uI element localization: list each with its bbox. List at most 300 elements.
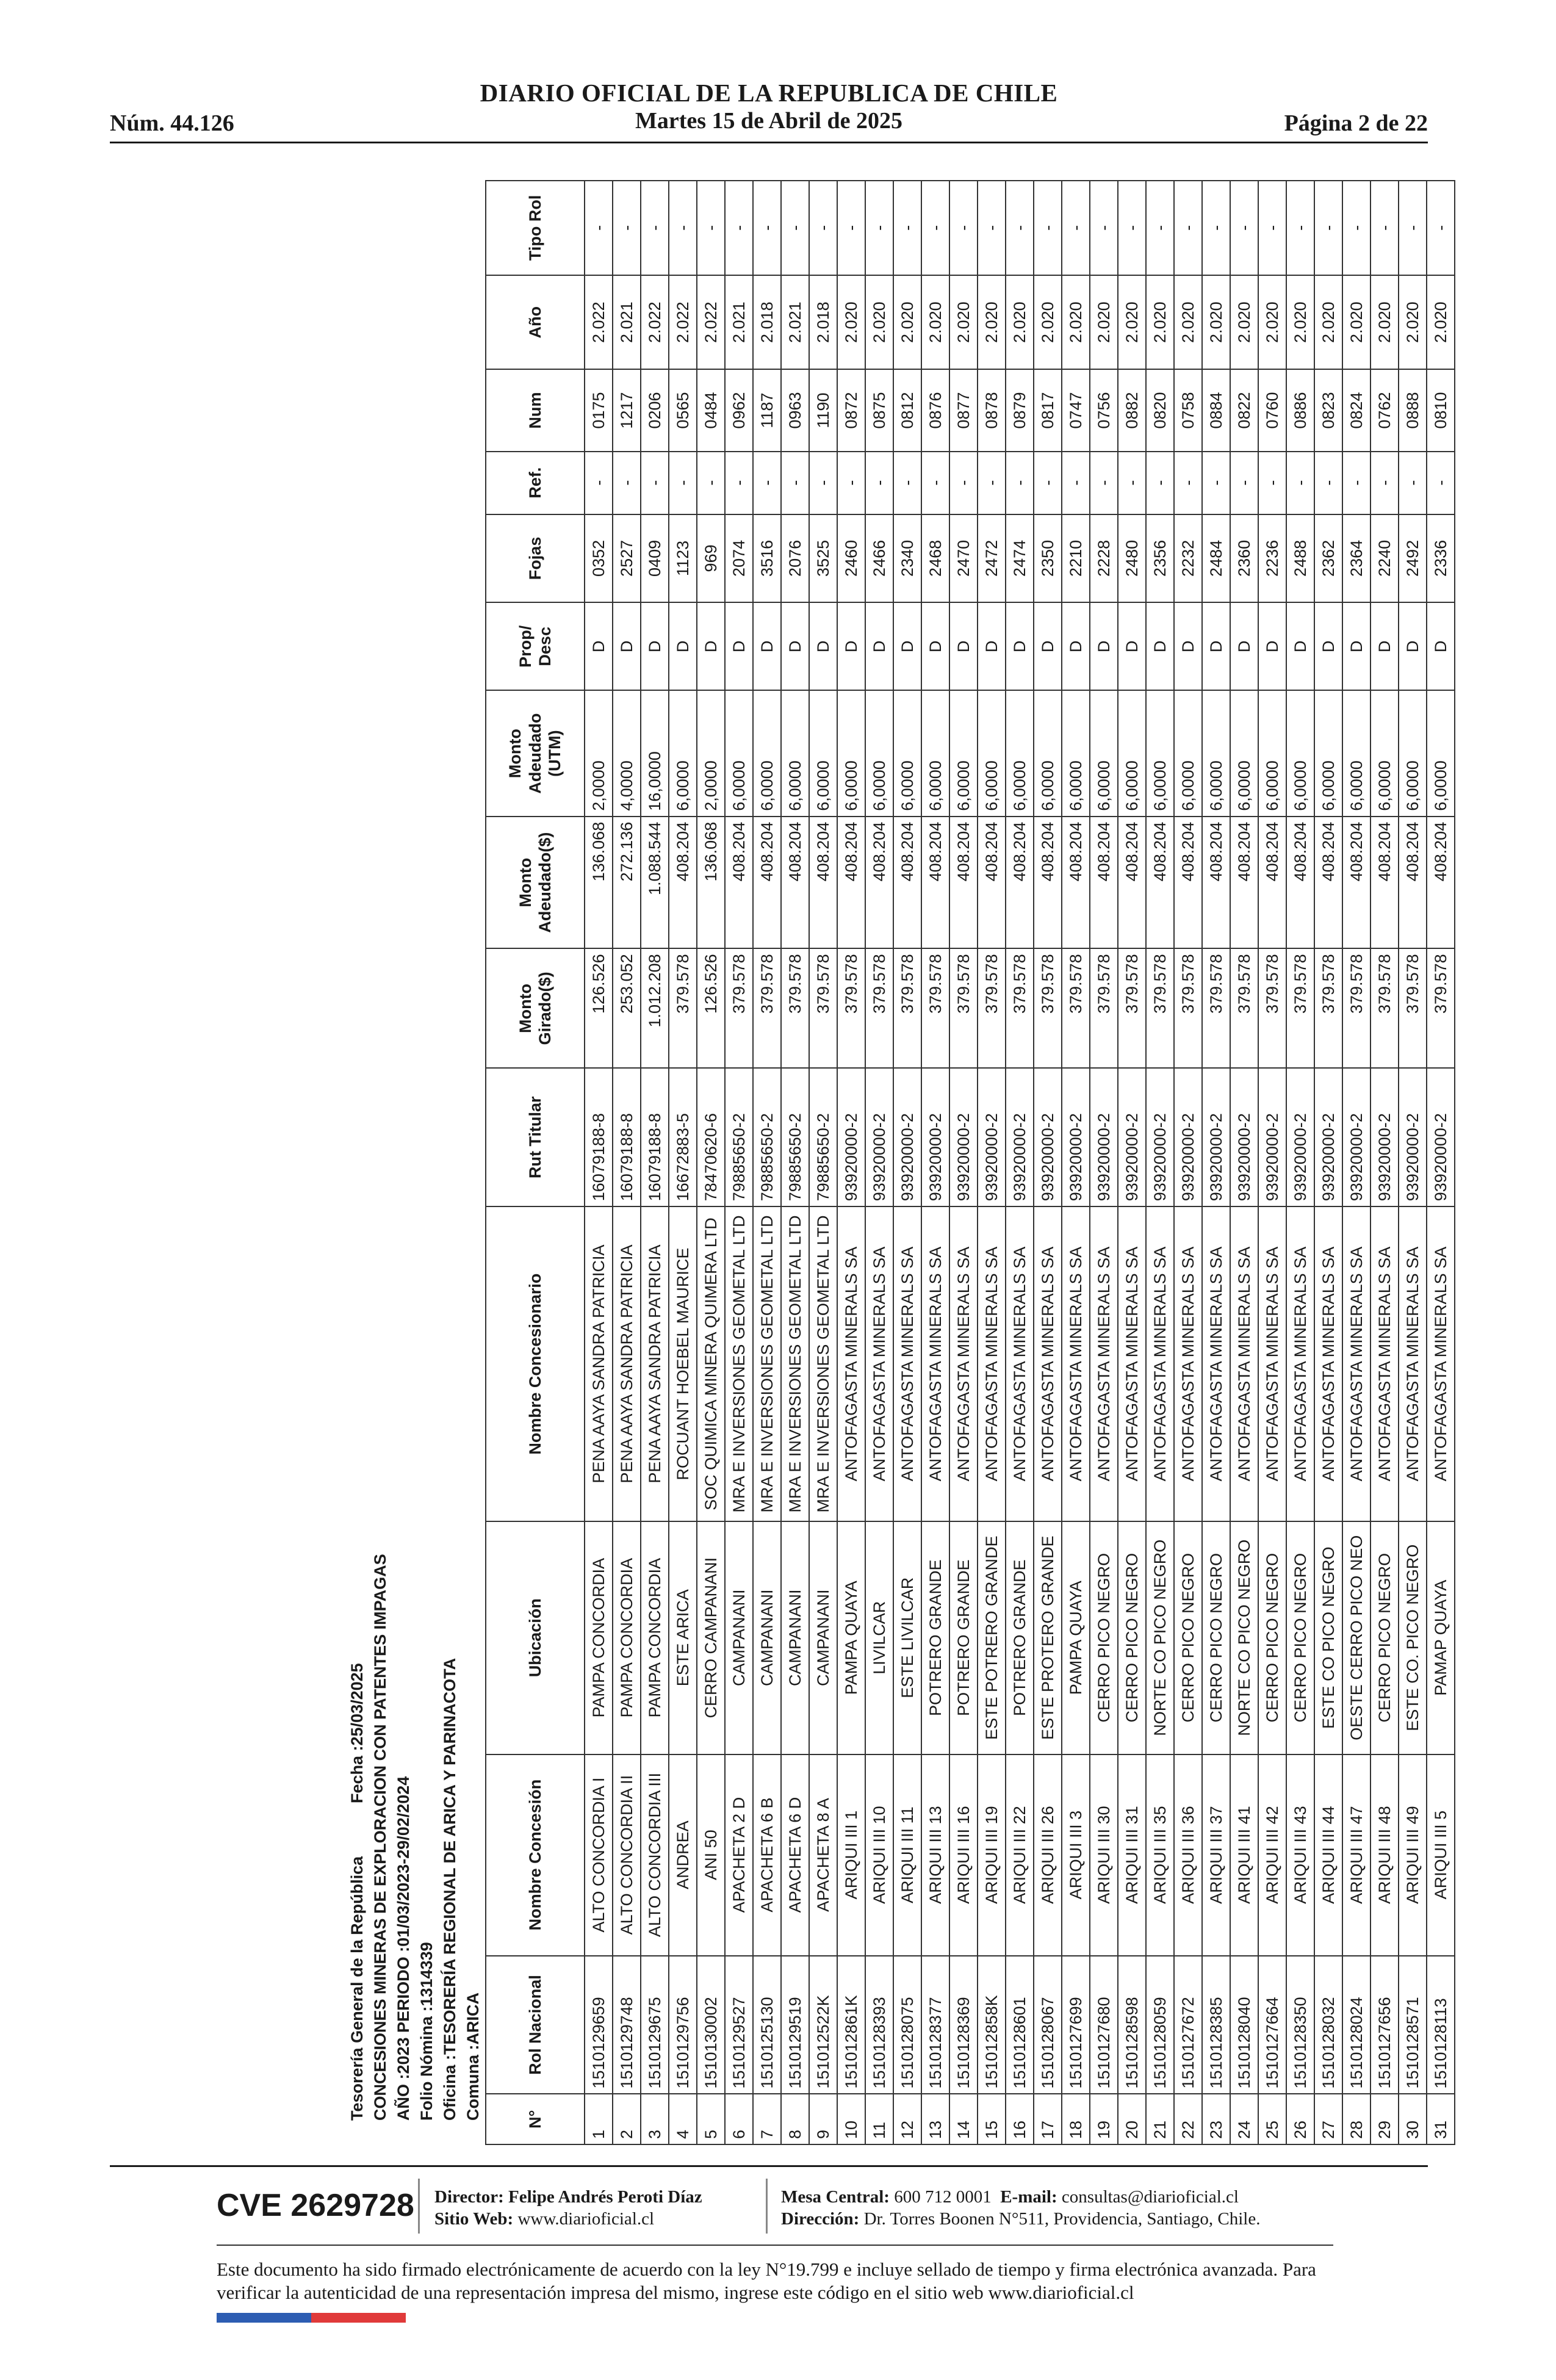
col-monto-adeudado-cell: 136.068 bbox=[585, 817, 613, 949]
col-num-cell: 0879 bbox=[1006, 370, 1034, 452]
col-monto-adeudado-cell: 408.204 bbox=[949, 817, 978, 949]
col-num-cell: 0876 bbox=[921, 370, 949, 452]
col-rol-nacional-cell: 1510128601 bbox=[1006, 1956, 1034, 2094]
col-anio-cell: 2.020 bbox=[1342, 275, 1371, 370]
meta-oficina: Oficina :TESORERÍA REGIONAL DE ARICA Y PARINACOTA bbox=[441, 1657, 459, 2121]
col-monto-girado-cell: 379.578 bbox=[669, 948, 697, 1068]
col-nombre-concesionario-cell: MRA E INVERSIONES GEOMETAL LTD bbox=[725, 1206, 753, 1521]
col-rol-nacional-cell: 1510128040 bbox=[1230, 1956, 1258, 2094]
col-num-cell: 0824 bbox=[1342, 370, 1371, 452]
col-fojas-cell: 0409 bbox=[641, 514, 669, 602]
col-monto-adeudado-cell: 408.204 bbox=[1006, 817, 1034, 949]
col-monto-adeudado-cell: 408.204 bbox=[978, 817, 1006, 949]
col-ref-cell: - bbox=[1342, 452, 1371, 514]
col-ref-cell: - bbox=[1314, 452, 1342, 514]
col-nombre-concesion-cell: ANDREA bbox=[669, 1754, 697, 1956]
col-rut-titular-cell: 93920000-2 bbox=[1371, 1068, 1399, 1206]
col-nombre-concesion-cell: APACHETA 2 D bbox=[725, 1754, 753, 1956]
col-nombre-concesion-cell: ARIQUI III 13 bbox=[921, 1754, 949, 1956]
col-ubicacion-cell: ESTE CO PICO NEGRO bbox=[1314, 1521, 1342, 1754]
col-monto-adeudado-cell: 136.068 bbox=[697, 817, 725, 949]
column-header-ubicacion: Ubicación bbox=[486, 1521, 585, 1754]
col-rol-nacional-cell: 1510128598 bbox=[1118, 1956, 1146, 2094]
col-numero-cell: 29 bbox=[1371, 2094, 1399, 2145]
meta-folio: Folio Nómina :1314339 bbox=[417, 1942, 436, 2121]
col-anio-cell: 2.020 bbox=[921, 275, 949, 370]
col-monto-adeudado-utm-cell: 6,0000 bbox=[1062, 691, 1090, 817]
col-ubicacion-cell: PAMPA QUAYA bbox=[1062, 1521, 1090, 1754]
col-monto-girado-cell: 379.578 bbox=[809, 948, 837, 1068]
page-header bbox=[110, 78, 1428, 143]
col-anio-cell: 2.021 bbox=[725, 275, 753, 370]
col-prop-desc-cell: D bbox=[1371, 602, 1399, 690]
table-row bbox=[893, 181, 921, 2144]
col-tipo-rol-cell: - bbox=[641, 181, 669, 275]
col-anio-cell: 2.020 bbox=[1034, 275, 1062, 370]
col-rut-titular-cell: 16079188-8 bbox=[585, 1068, 613, 1206]
col-monto-girado-cell: 1.012.208 bbox=[641, 948, 669, 1068]
col-prop-desc-cell: D bbox=[753, 602, 781, 690]
col-rut-titular-cell: 93920000-2 bbox=[1286, 1068, 1314, 1206]
footer-divider-thin bbox=[217, 2245, 1333, 2246]
col-anio-cell: 2.020 bbox=[1427, 275, 1455, 370]
col-tipo-rol-cell: - bbox=[697, 181, 725, 275]
table-row bbox=[1342, 181, 1371, 2144]
col-tipo-rol-cell: - bbox=[725, 181, 753, 275]
col-fojas-cell: 2527 bbox=[613, 514, 641, 602]
col-rol-nacional-cell: 1510128113 bbox=[1427, 1956, 1455, 2094]
col-ubicacion-cell: ESTE ARICA bbox=[669, 1521, 697, 1754]
col-prop-desc-cell: D bbox=[1090, 602, 1118, 690]
col-rut-titular-cell: 93920000-2 bbox=[1314, 1068, 1342, 1206]
concessions-table bbox=[485, 180, 1455, 2145]
col-anio-cell: 2.020 bbox=[893, 275, 921, 370]
col-rol-nacional-cell: 1510127664 bbox=[1258, 1956, 1286, 2094]
col-anio-cell: 2.021 bbox=[613, 275, 641, 370]
col-ref-cell: - bbox=[585, 452, 613, 514]
col-num-cell: 0882 bbox=[1118, 370, 1146, 452]
col-monto-adeudado-utm-cell: 6,0000 bbox=[1427, 691, 1455, 817]
col-prop-desc-cell: D bbox=[585, 602, 613, 690]
col-rut-titular-cell: 93920000-2 bbox=[1118, 1068, 1146, 1206]
table-row bbox=[753, 181, 781, 2144]
col-monto-girado-cell: 379.578 bbox=[1371, 948, 1399, 1068]
col-monto-girado-cell: 379.578 bbox=[949, 948, 978, 1068]
col-fojas-cell: 3525 bbox=[809, 514, 837, 602]
column-header-nombre-concesionario: Nombre Concesionario bbox=[486, 1206, 585, 1521]
col-rol-nacional-cell: 1510128385 bbox=[1202, 1956, 1230, 2094]
col-tipo-rol-cell: - bbox=[669, 181, 697, 275]
col-prop-desc-cell: D bbox=[1118, 602, 1146, 690]
col-fojas-cell: 2472 bbox=[978, 514, 1006, 602]
col-fojas-cell: 2340 bbox=[893, 514, 921, 602]
col-rut-titular-cell: 16672883-5 bbox=[669, 1068, 697, 1206]
col-nombre-concesionario-cell: ANTOFAGASTA MINERALS SA bbox=[921, 1206, 949, 1521]
col-monto-adeudado-utm-cell: 6,0000 bbox=[669, 691, 697, 817]
col-monto-adeudado-cell: 408.204 bbox=[809, 817, 837, 949]
col-ubicacion-cell: CAMPANANI bbox=[725, 1521, 753, 1754]
column-header-ref: Ref. bbox=[486, 452, 585, 514]
sitio-link[interactable]: www.diarioficial.cl bbox=[517, 2209, 655, 2229]
col-monto-adeudado-cell: 408.204 bbox=[725, 817, 753, 949]
col-monto-adeudado-cell: 408.204 bbox=[1258, 817, 1286, 949]
col-nombre-concesionario-cell: ANTOFAGASTA MINERALS SA bbox=[837, 1206, 865, 1521]
col-anio-cell: 2.018 bbox=[753, 275, 781, 370]
col-num-cell: 0877 bbox=[949, 370, 978, 452]
col-nombre-concesion-cell: ANI 50 bbox=[697, 1754, 725, 1956]
col-rol-nacional-cell: 1510128377 bbox=[921, 1956, 949, 2094]
table-row bbox=[809, 181, 837, 2144]
col-monto-adeudado-utm-cell: 4,0000 bbox=[613, 691, 641, 817]
col-monto-adeudado-utm-cell: 6,0000 bbox=[725, 691, 753, 817]
col-numero-cell: 21 bbox=[1146, 2094, 1174, 2145]
col-numero-cell: 17 bbox=[1034, 2094, 1062, 2145]
col-nombre-concesionario-cell: ANTOFAGASTA MINERALS SA bbox=[978, 1206, 1006, 1521]
col-monto-adeudado-utm-cell: 6,0000 bbox=[949, 691, 978, 817]
col-monto-adeudado-utm-cell: 6,0000 bbox=[1314, 691, 1342, 817]
col-prop-desc-cell: D bbox=[1174, 602, 1202, 690]
col-num-cell: 0812 bbox=[893, 370, 921, 452]
col-nombre-concesion-cell: ARIQUI III 5 bbox=[1427, 1754, 1455, 1956]
col-ref-cell: - bbox=[978, 452, 1006, 514]
col-num-cell: 0888 bbox=[1399, 370, 1427, 452]
col-fojas-cell: 2480 bbox=[1118, 514, 1146, 602]
col-rut-titular-cell: 93920000-2 bbox=[949, 1068, 978, 1206]
col-nombre-concesion-cell: ARIQUI III 1 bbox=[837, 1754, 865, 1956]
flag-blue-segment bbox=[217, 2313, 311, 2323]
col-numero-cell: 20 bbox=[1118, 2094, 1146, 2145]
col-rol-nacional-cell: 1510128393 bbox=[865, 1956, 893, 2094]
col-monto-girado-cell: 379.578 bbox=[921, 948, 949, 1068]
col-tipo-rol-cell: - bbox=[1371, 181, 1399, 275]
col-tipo-rol-cell: - bbox=[1258, 181, 1286, 275]
col-rol-nacional-cell: 1510130002 bbox=[697, 1956, 725, 2094]
col-nombre-concesion-cell: ARIQUI III 16 bbox=[949, 1754, 978, 1956]
col-tipo-rol-cell: - bbox=[837, 181, 865, 275]
col-ubicacion-cell: POTRERO GRANDE bbox=[1006, 1521, 1034, 1754]
col-ubicacion-cell: OESTE CERRO PICO NEO bbox=[1342, 1521, 1371, 1754]
col-nombre-concesionario-cell: MRA E INVERSIONES GEOMETAL LTD bbox=[781, 1206, 809, 1521]
col-monto-adeudado-utm-cell: 6,0000 bbox=[865, 691, 893, 817]
col-rol-nacional-cell: 1510127656 bbox=[1371, 1956, 1399, 2094]
col-anio-cell: 2.022 bbox=[641, 275, 669, 370]
col-ref-cell: - bbox=[1371, 452, 1399, 514]
col-prop-desc-cell: D bbox=[641, 602, 669, 690]
col-nombre-concesionario-cell: ANTOFAGASTA MINERALS SA bbox=[1230, 1206, 1258, 1521]
col-ubicacion-cell: ESTE LIVILCAR bbox=[893, 1521, 921, 1754]
footer-separator bbox=[766, 2179, 768, 2234]
col-fojas-cell: 2364 bbox=[1342, 514, 1371, 602]
col-anio-cell: 2.020 bbox=[1090, 275, 1118, 370]
column-header-nombre-concesion: Nombre Concesión bbox=[486, 1754, 585, 1956]
table-row bbox=[1230, 181, 1258, 2144]
rotated-table-area bbox=[214, 180, 1450, 2145]
col-nombre-concesionario-cell: PENA AAYA SANDRA PATRICIA bbox=[613, 1206, 641, 1521]
column-header-monto-adeudado-utm: Monto Adeudado (UTM) bbox=[486, 691, 585, 817]
col-nombre-concesion-cell: ARIQUI III 35 bbox=[1146, 1754, 1174, 1956]
meta-anio-periodo: AÑO :2023 PERIODO :01/03/2023-29/02/2024 bbox=[394, 1776, 412, 2121]
col-monto-girado-cell: 379.578 bbox=[1118, 948, 1146, 1068]
email-link[interactable]: consultas@diarioficial.cl bbox=[1061, 2187, 1239, 2207]
direccion-value: Dr. Torres Boonen N°511, Providencia, Santiago, Chile. bbox=[863, 2209, 1261, 2229]
col-prop-desc-cell: D bbox=[1202, 602, 1230, 690]
table-header-row bbox=[486, 181, 585, 2144]
table-row bbox=[1090, 181, 1118, 2144]
col-numero-cell: 22 bbox=[1174, 2094, 1202, 2145]
col-nombre-concesionario-cell: ANTOFAGASTA MINERALS SA bbox=[1090, 1206, 1118, 1521]
table-row bbox=[1006, 181, 1034, 2144]
col-num-cell: 1187 bbox=[753, 370, 781, 452]
col-monto-girado-cell: 379.578 bbox=[1202, 948, 1230, 1068]
col-monto-adeudado-cell: 408.204 bbox=[837, 817, 865, 949]
col-rut-titular-cell: 93920000-2 bbox=[1258, 1068, 1286, 1206]
col-monto-adeudado-cell: 408.204 bbox=[1146, 817, 1174, 949]
col-nombre-concesion-cell: ARIQUI III 3 bbox=[1062, 1754, 1090, 1956]
col-num-cell: 0886 bbox=[1286, 370, 1314, 452]
col-ref-cell: - bbox=[949, 452, 978, 514]
col-ubicacion-cell: CERRO PICO NEGRO bbox=[1090, 1521, 1118, 1754]
col-nombre-concesionario-cell: ANTOFAGASTA MINERALS SA bbox=[865, 1206, 893, 1521]
col-rut-titular-cell: 93920000-2 bbox=[921, 1068, 949, 1206]
col-numero-cell: 9 bbox=[809, 2094, 837, 2145]
col-rut-titular-cell: 93920000-2 bbox=[893, 1068, 921, 1206]
col-fojas-cell: 2362 bbox=[1314, 514, 1342, 602]
col-ubicacion-cell: CAMPANANI bbox=[753, 1521, 781, 1754]
col-monto-girado-cell: 379.578 bbox=[1090, 948, 1118, 1068]
col-nombre-concesion-cell: ARIQUI III 49 bbox=[1399, 1754, 1427, 1956]
table-row bbox=[1118, 181, 1146, 2144]
rotated-content bbox=[214, 180, 1450, 2145]
col-fojas-cell: 2488 bbox=[1286, 514, 1314, 602]
col-tipo-rol-cell: - bbox=[1399, 181, 1427, 275]
col-numero-cell: 7 bbox=[753, 2094, 781, 2145]
col-nombre-concesion-cell: ARIQUI III 41 bbox=[1230, 1754, 1258, 1956]
table-row bbox=[1427, 181, 1455, 2144]
col-numero-cell: 5 bbox=[697, 2094, 725, 2145]
col-fojas-cell: 969 bbox=[697, 514, 725, 602]
col-monto-girado-cell: 379.578 bbox=[1399, 948, 1427, 1068]
col-tipo-rol-cell: - bbox=[1286, 181, 1314, 275]
director-label: Director: bbox=[434, 2187, 504, 2207]
col-monto-girado-cell: 379.578 bbox=[1258, 948, 1286, 1068]
col-rol-nacional-cell: 1510127672 bbox=[1174, 1956, 1202, 2094]
col-monto-girado-cell: 253.052 bbox=[613, 948, 641, 1068]
col-ubicacion-cell: CERRO PICO NEGRO bbox=[1202, 1521, 1230, 1754]
col-monto-adeudado-utm-cell: 6,0000 bbox=[1146, 691, 1174, 817]
col-tipo-rol-cell: - bbox=[1230, 181, 1258, 275]
table-row bbox=[669, 181, 697, 2144]
col-ubicacion-cell: ESTE POTRERO GRANDE bbox=[978, 1521, 1006, 1754]
col-monto-girado-cell: 379.578 bbox=[1146, 948, 1174, 1068]
col-prop-desc-cell: D bbox=[1230, 602, 1258, 690]
col-prop-desc-cell: D bbox=[921, 602, 949, 690]
col-monto-adeudado-utm-cell: 6,0000 bbox=[1118, 691, 1146, 817]
col-nombre-concesion-cell: APACHETA 6 D bbox=[781, 1754, 809, 1956]
col-rol-nacional-cell: 1510128075 bbox=[893, 1956, 921, 2094]
col-numero-cell: 6 bbox=[725, 2094, 753, 2145]
col-numero-cell: 1 bbox=[585, 2094, 613, 2145]
col-num-cell: 0762 bbox=[1371, 370, 1399, 452]
col-nombre-concesionario-cell: ANTOFAGASTA MINERALS SA bbox=[1314, 1206, 1342, 1521]
col-monto-adeudado-cell: 408.204 bbox=[1399, 817, 1427, 949]
col-nombre-concesionario-cell: PENA AAYA SANDRA PATRICIA bbox=[641, 1206, 669, 1521]
col-rut-titular-cell: 93920000-2 bbox=[1006, 1068, 1034, 1206]
col-monto-adeudado-utm-cell: 6,0000 bbox=[1006, 691, 1034, 817]
col-rut-titular-cell: 79885650-2 bbox=[781, 1068, 809, 1206]
col-ref-cell: - bbox=[1146, 452, 1174, 514]
col-fojas-cell: 2470 bbox=[949, 514, 978, 602]
col-fojas-cell: 2228 bbox=[1090, 514, 1118, 602]
col-numero-cell: 23 bbox=[1202, 2094, 1230, 2145]
col-fojas-cell: 2468 bbox=[921, 514, 949, 602]
col-monto-adeudado-utm-cell: 2,0000 bbox=[585, 691, 613, 817]
col-monto-adeudado-utm-cell: 6,0000 bbox=[1399, 691, 1427, 817]
col-ref-cell: - bbox=[1427, 452, 1455, 514]
col-rut-titular-cell: 16079188-8 bbox=[613, 1068, 641, 1206]
col-anio-cell: 2.020 bbox=[1258, 275, 1286, 370]
col-prop-desc-cell: D bbox=[1286, 602, 1314, 690]
col-monto-adeudado-cell: 408.204 bbox=[1371, 817, 1399, 949]
col-monto-adeudado-cell: 408.204 bbox=[1314, 817, 1342, 949]
table-row bbox=[1371, 181, 1399, 2144]
col-ubicacion-cell: CERRO CAMPANANI bbox=[697, 1521, 725, 1754]
col-rol-nacional-cell: 1510128350 bbox=[1286, 1956, 1314, 2094]
col-nombre-concesionario-cell: SOC QUIMICA MINERA QUIMERA LTD bbox=[697, 1206, 725, 1521]
col-monto-adeudado-utm-cell: 6,0000 bbox=[1342, 691, 1371, 817]
col-anio-cell: 2.022 bbox=[697, 275, 725, 370]
col-monto-girado-cell: 379.578 bbox=[1314, 948, 1342, 1068]
col-nombre-concesionario-cell: ANTOFAGASTA MINERALS SA bbox=[893, 1206, 921, 1521]
col-nombre-concesion-cell: ALTO CONCORDIA I bbox=[585, 1754, 613, 1956]
col-num-cell: 0962 bbox=[725, 370, 753, 452]
col-prop-desc-cell: D bbox=[781, 602, 809, 690]
col-ubicacion-cell: PAMAP QUAYA bbox=[1427, 1521, 1455, 1754]
col-nombre-concesion-cell: APACHETA 8 A bbox=[809, 1754, 837, 1956]
col-monto-adeudado-utm-cell: 6,0000 bbox=[1090, 691, 1118, 817]
col-num-cell: 0810 bbox=[1427, 370, 1455, 452]
table-row bbox=[1202, 181, 1230, 2144]
col-tipo-rol-cell: - bbox=[1146, 181, 1174, 275]
col-anio-cell: 2.020 bbox=[1006, 275, 1034, 370]
col-ubicacion-cell: CERRO PICO NEGRO bbox=[1118, 1521, 1146, 1754]
col-monto-adeudado-cell: 408.204 bbox=[1202, 817, 1230, 949]
col-rol-nacional-cell: 151012522K bbox=[809, 1956, 837, 2094]
col-monto-girado-cell: 379.578 bbox=[1286, 948, 1314, 1068]
col-monto-adeudado-cell: 408.204 bbox=[1342, 817, 1371, 949]
col-ubicacion-cell: PAMPA QUAYA bbox=[837, 1521, 865, 1754]
col-ubicacion-cell: CAMPANANI bbox=[809, 1521, 837, 1754]
col-numero-cell: 31 bbox=[1427, 2094, 1455, 2145]
col-numero-cell: 24 bbox=[1230, 2094, 1258, 2145]
col-ubicacion-cell: ESTE PROTERO GRANDE bbox=[1034, 1521, 1062, 1754]
col-nombre-concesionario-cell: PENA AAYA SANDRA PATRICIA bbox=[585, 1206, 613, 1521]
col-monto-girado-cell: 379.578 bbox=[1427, 948, 1455, 1068]
table-row bbox=[865, 181, 893, 2144]
col-numero-cell: 30 bbox=[1399, 2094, 1427, 2145]
col-fojas-cell: 1123 bbox=[669, 514, 697, 602]
col-ubicacion-cell: ESTE CO. PICO NEGRO bbox=[1399, 1521, 1427, 1754]
meta-concesiones: CONCESIONES MINERAS DE EXPLORACION CON PATENTES IMPAGAS bbox=[371, 1554, 389, 2121]
flag-red-segment bbox=[311, 2313, 406, 2323]
col-num-cell: 0823 bbox=[1314, 370, 1342, 452]
col-anio-cell: 2.020 bbox=[1286, 275, 1314, 370]
col-nombre-concesionario-cell: ANTOFAGASTA MINERALS SA bbox=[1006, 1206, 1034, 1521]
col-tipo-rol-cell: - bbox=[978, 181, 1006, 275]
table-row bbox=[781, 181, 809, 2144]
col-rol-nacional-cell: 1510127699 bbox=[1062, 1956, 1090, 2094]
col-monto-girado-cell: 379.578 bbox=[978, 948, 1006, 1068]
col-monto-adeudado-cell: 408.204 bbox=[1427, 817, 1455, 949]
footer-contact bbox=[781, 2186, 1260, 2230]
table-row bbox=[641, 181, 669, 2144]
col-rol-nacional-cell: 1510128059 bbox=[1146, 1956, 1174, 2094]
col-anio-cell: 2.020 bbox=[1314, 275, 1342, 370]
table-row bbox=[1146, 181, 1174, 2144]
col-anio-cell: 2.020 bbox=[1118, 275, 1146, 370]
col-anio-cell: 2.020 bbox=[949, 275, 978, 370]
table-row bbox=[921, 181, 949, 2144]
col-numero-cell: 11 bbox=[865, 2094, 893, 2145]
col-ref-cell: - bbox=[641, 452, 669, 514]
col-fojas-cell: 2232 bbox=[1174, 514, 1202, 602]
col-rut-titular-cell: 93920000-2 bbox=[837, 1068, 865, 1206]
col-tipo-rol-cell: - bbox=[1062, 181, 1090, 275]
flag-bar bbox=[217, 2313, 406, 2323]
col-monto-adeudado-utm-cell: 6,0000 bbox=[1174, 691, 1202, 817]
table-row bbox=[1034, 181, 1062, 2144]
col-monto-adeudado-utm-cell: 6,0000 bbox=[978, 691, 1006, 817]
col-anio-cell: 2.022 bbox=[669, 275, 697, 370]
col-ref-cell: - bbox=[1118, 452, 1146, 514]
col-rol-nacional-cell: 1510128571 bbox=[1399, 1956, 1427, 2094]
col-rut-titular-cell: 79885650-2 bbox=[753, 1068, 781, 1206]
col-anio-cell: 2.020 bbox=[865, 275, 893, 370]
col-nombre-concesionario-cell: ANTOFAGASTA MINERALS SA bbox=[1118, 1206, 1146, 1521]
col-rut-titular-cell: 93920000-2 bbox=[1399, 1068, 1427, 1206]
col-num-cell: 0565 bbox=[669, 370, 697, 452]
col-tipo-rol-cell: - bbox=[809, 181, 837, 275]
footer-separator bbox=[418, 2179, 420, 2234]
col-tipo-rol-cell: - bbox=[1034, 181, 1062, 275]
col-tipo-rol-cell: - bbox=[893, 181, 921, 275]
col-fojas-cell: 2336 bbox=[1427, 514, 1455, 602]
col-prop-desc-cell: D bbox=[1342, 602, 1371, 690]
column-header-numero: N° bbox=[486, 2094, 585, 2145]
col-anio-cell: 2.020 bbox=[1230, 275, 1258, 370]
col-monto-adeudado-cell: 408.204 bbox=[893, 817, 921, 949]
col-rut-titular-cell: 93920000-2 bbox=[1202, 1068, 1230, 1206]
col-ubicacion-cell: LIVILCAR bbox=[865, 1521, 893, 1754]
col-numero-cell: 25 bbox=[1258, 2094, 1286, 2145]
col-num-cell: 0884 bbox=[1202, 370, 1230, 452]
col-fojas-cell: 2356 bbox=[1146, 514, 1174, 602]
column-header-fojas: Fojas bbox=[486, 514, 585, 602]
col-rol-nacional-cell: 1510129527 bbox=[725, 1956, 753, 2094]
col-monto-adeudado-utm-cell: 6,0000 bbox=[837, 691, 865, 817]
col-fojas-cell: 2236 bbox=[1258, 514, 1286, 602]
col-monto-adeudado-cell: 408.204 bbox=[781, 817, 809, 949]
col-monto-adeudado-cell: 408.204 bbox=[669, 817, 697, 949]
col-fojas-cell: 2350 bbox=[1034, 514, 1062, 602]
col-fojas-cell: 2460 bbox=[837, 514, 865, 602]
col-nombre-concesion-cell: ARIQUI III 10 bbox=[865, 1754, 893, 1956]
col-monto-adeudado-utm-cell: 6,0000 bbox=[893, 691, 921, 817]
col-monto-girado-cell: 379.578 bbox=[1342, 948, 1371, 1068]
col-nombre-concesion-cell: ALTO CONCORDIA II bbox=[613, 1754, 641, 1956]
col-ref-cell: - bbox=[725, 452, 753, 514]
table-row bbox=[1286, 181, 1314, 2144]
col-prop-desc-cell: D bbox=[725, 602, 753, 690]
